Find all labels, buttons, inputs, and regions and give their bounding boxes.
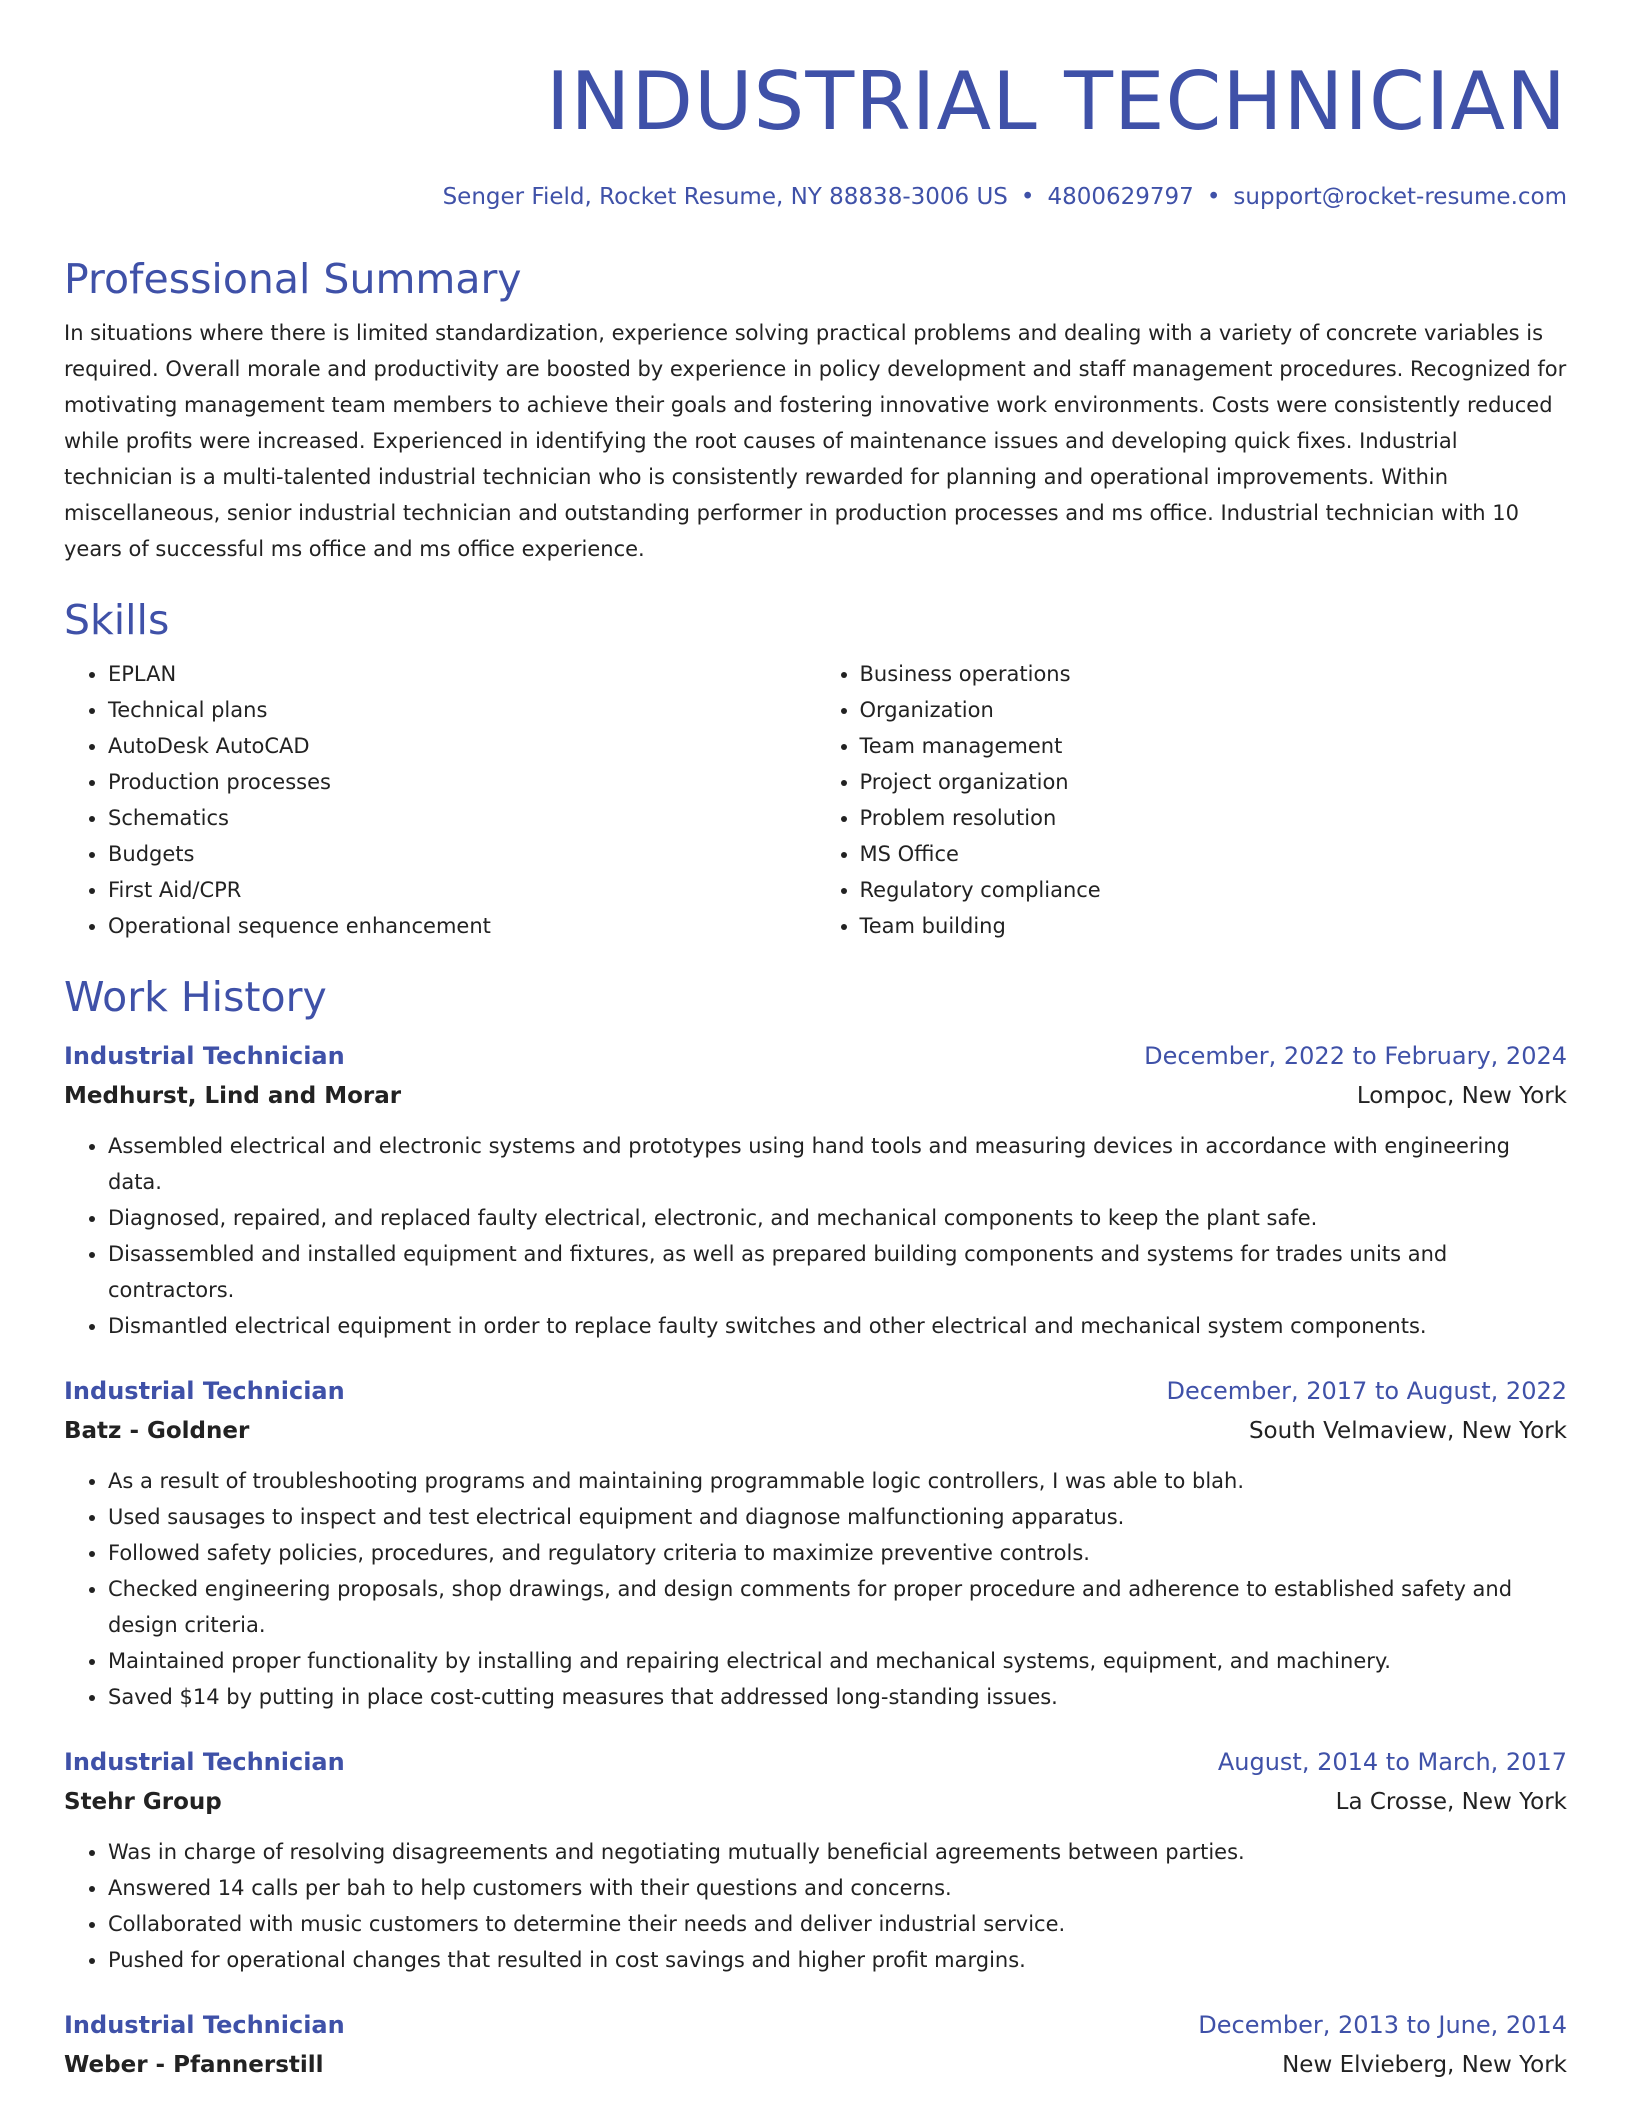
- job-subheader: [64, 1411, 1567, 1451]
- job-location: La Crosse, New York: [1335, 1789, 1567, 1815]
- job-bullet: • Was in charge of resolving disagreements and negotiating mutually beneficial agreements between parties.: [108, 1834, 1567, 1870]
- job-entry: [64, 1371, 1567, 1715]
- skill-item: • MS Office: [860, 836, 1568, 872]
- summary-heading: Professional Summary: [64, 255, 522, 303]
- resume-name: INDUSTRIAL TECHNICIAN: [545, 55, 1567, 148]
- job-bullet: • Pushed for operational changes that resulted in cost savings and higher profit margins.: [108, 1942, 1567, 1978]
- job-header: [64, 1371, 1567, 1411]
- job-subheader: [64, 1076, 1567, 1116]
- job-bullets: [64, 1834, 1567, 1978]
- job-dates: December, 2017 to August, 2022: [1166, 1377, 1567, 1405]
- job-dates: December, 2013 to June, 2014: [1198, 2011, 1567, 2039]
- job-dates: December, 2022 to February, 2024: [1144, 1042, 1567, 1070]
- work-history-heading: Work History: [64, 973, 327, 1021]
- skill-item: • Technical plans: [108, 692, 816, 728]
- job-bullet: • Answered 14 calls per bah to help customers with their questions and concerns.: [108, 1870, 1567, 1906]
- skill-item: • EPLAN: [108, 656, 816, 692]
- job-title: Industrial Technician: [64, 2011, 345, 2039]
- job-bullets: [64, 1463, 1567, 1715]
- job-bullet: • As a result of troubleshooting programs and maintaining programmable logic controllers, I was able to blah.: [108, 1463, 1567, 1499]
- contact-separator: •: [1206, 184, 1221, 210]
- job-bullet: • Checked engineering proposals, shop drawings, and design comments for proper procedure and adherence to established safety and design criteria.: [108, 1571, 1567, 1643]
- skill-item: • Team building: [860, 908, 1568, 944]
- job-bullet: • Collaborated with music customers to determine their needs and deliver industrial service.: [108, 1906, 1567, 1942]
- job-header: [64, 2005, 1567, 2045]
- job-location: New Elvieberg, New York: [1282, 2052, 1567, 2078]
- skill-item: • Organization: [860, 692, 1568, 728]
- job-header: [64, 1742, 1567, 1782]
- skill-item: • Schematics: [108, 800, 816, 836]
- job-entry: [64, 2005, 1567, 2085]
- job-bullet: • Assembled electrical and electronic systems and prototypes using hand tools and measuring devices in accordance with engineering data.: [108, 1128, 1567, 1200]
- job-company: Weber - Pfannerstill: [64, 2052, 324, 2078]
- skill-item: • Business operations: [860, 656, 1568, 692]
- job-bullet: • Saved $14 by putting in place cost-cutting measures that addressed long-standing issues.: [108, 1679, 1567, 1715]
- skills-list-left: [64, 656, 816, 944]
- job-location: Lompoc, New York: [1356, 1083, 1567, 1109]
- job-bullets: [64, 1128, 1567, 1344]
- job-title: Industrial Technician: [64, 1042, 345, 1070]
- skills-heading: Skills: [64, 596, 170, 644]
- skill-item: • Project organization: [860, 764, 1568, 800]
- skill-item: • Problem resolution: [860, 800, 1568, 836]
- job-header: [64, 1036, 1567, 1076]
- contact-separator: •: [1020, 184, 1035, 210]
- job-title: Industrial Technician: [64, 1377, 345, 1405]
- job-subheader: [64, 2045, 1567, 2085]
- contact-email: support@rocket-resume.com: [1233, 184, 1567, 210]
- job-bullet: • Maintained proper functionality by installing and repairing electrical and mechanical systems, equipment, and machinery.: [108, 1643, 1567, 1679]
- skill-item: • AutoDesk AutoCAD: [108, 728, 816, 764]
- job-subheader: [64, 1782, 1567, 1822]
- job-bullet: • Used sausages to inspect and test electrical equipment and diagnose malfunctioning apparatus.: [108, 1499, 1567, 1535]
- job-bullet: • Dismantled electrical equipment in order to replace faulty switches and other electrical and mechanical system components.: [108, 1308, 1567, 1344]
- resume-page: [64, 52, 1567, 2085]
- job-company: Batz - Goldner: [64, 1418, 250, 1444]
- skill-item: • Team management: [860, 728, 1568, 764]
- skill-item: • Production processes: [108, 764, 816, 800]
- job-location: South Velmaview, New York: [1248, 1418, 1567, 1444]
- summary-text: In situations where there is limited standardization, experience solving practical problems and dealing with a variety of concrete variables is required. Overall morale and productivity are boosted by experience in policy development and staff management procedures. Recognized for motivating management team members to achieve their goals and fostering innovative work environments. Costs were consistently reduced while profits were increased. Experienced in identifying the root causes of maintenance issues and developing quick fixes. Industrial technician is a multi-talented industrial technician who is consistently rewarded for planning and operational improvements. Within miscellaneous, senior industrial technician and outstanding performer in production processes and ms office. Industrial technician with 10 years of successful ms office and ms office experience.: [64, 321, 1567, 561]
- skill-item: • Regulatory compliance: [860, 872, 1568, 908]
- job-entry: [64, 1036, 1567, 1344]
- job-bullet: • Diagnosed, repaired, and replaced faulty electrical, electronic, and mechanical components to keep the plant safe.: [108, 1200, 1567, 1236]
- skill-item: • Budgets: [108, 836, 816, 872]
- skills-list-right: [816, 656, 1568, 944]
- contact-address: Senger Field, Rocket Resume, NY 88838-3006 US: [442, 184, 1008, 210]
- contact-phone: 4800629797: [1047, 184, 1194, 210]
- job-bullet: • Followed safety policies, procedures, and regulatory criteria to maximize preventive controls.: [108, 1535, 1567, 1571]
- contact-line: [64, 182, 1567, 212]
- skills-columns: [64, 656, 1567, 944]
- job-company: Stehr Group: [64, 1789, 222, 1815]
- job-dates: August, 2014 to March, 2017: [1217, 1748, 1567, 1776]
- skill-item: • First Aid/CPR: [108, 872, 816, 908]
- job-company: Medhurst, Lind and Morar: [64, 1083, 402, 1109]
- job-bullet: • Disassembled and installed equipment and fixtures, as well as prepared building components and systems for trades units and contractors.: [108, 1236, 1567, 1308]
- job-entry: [64, 1742, 1567, 1978]
- skill-item: • Operational sequence enhancement: [108, 908, 816, 944]
- job-title: Industrial Technician: [64, 1748, 345, 1776]
